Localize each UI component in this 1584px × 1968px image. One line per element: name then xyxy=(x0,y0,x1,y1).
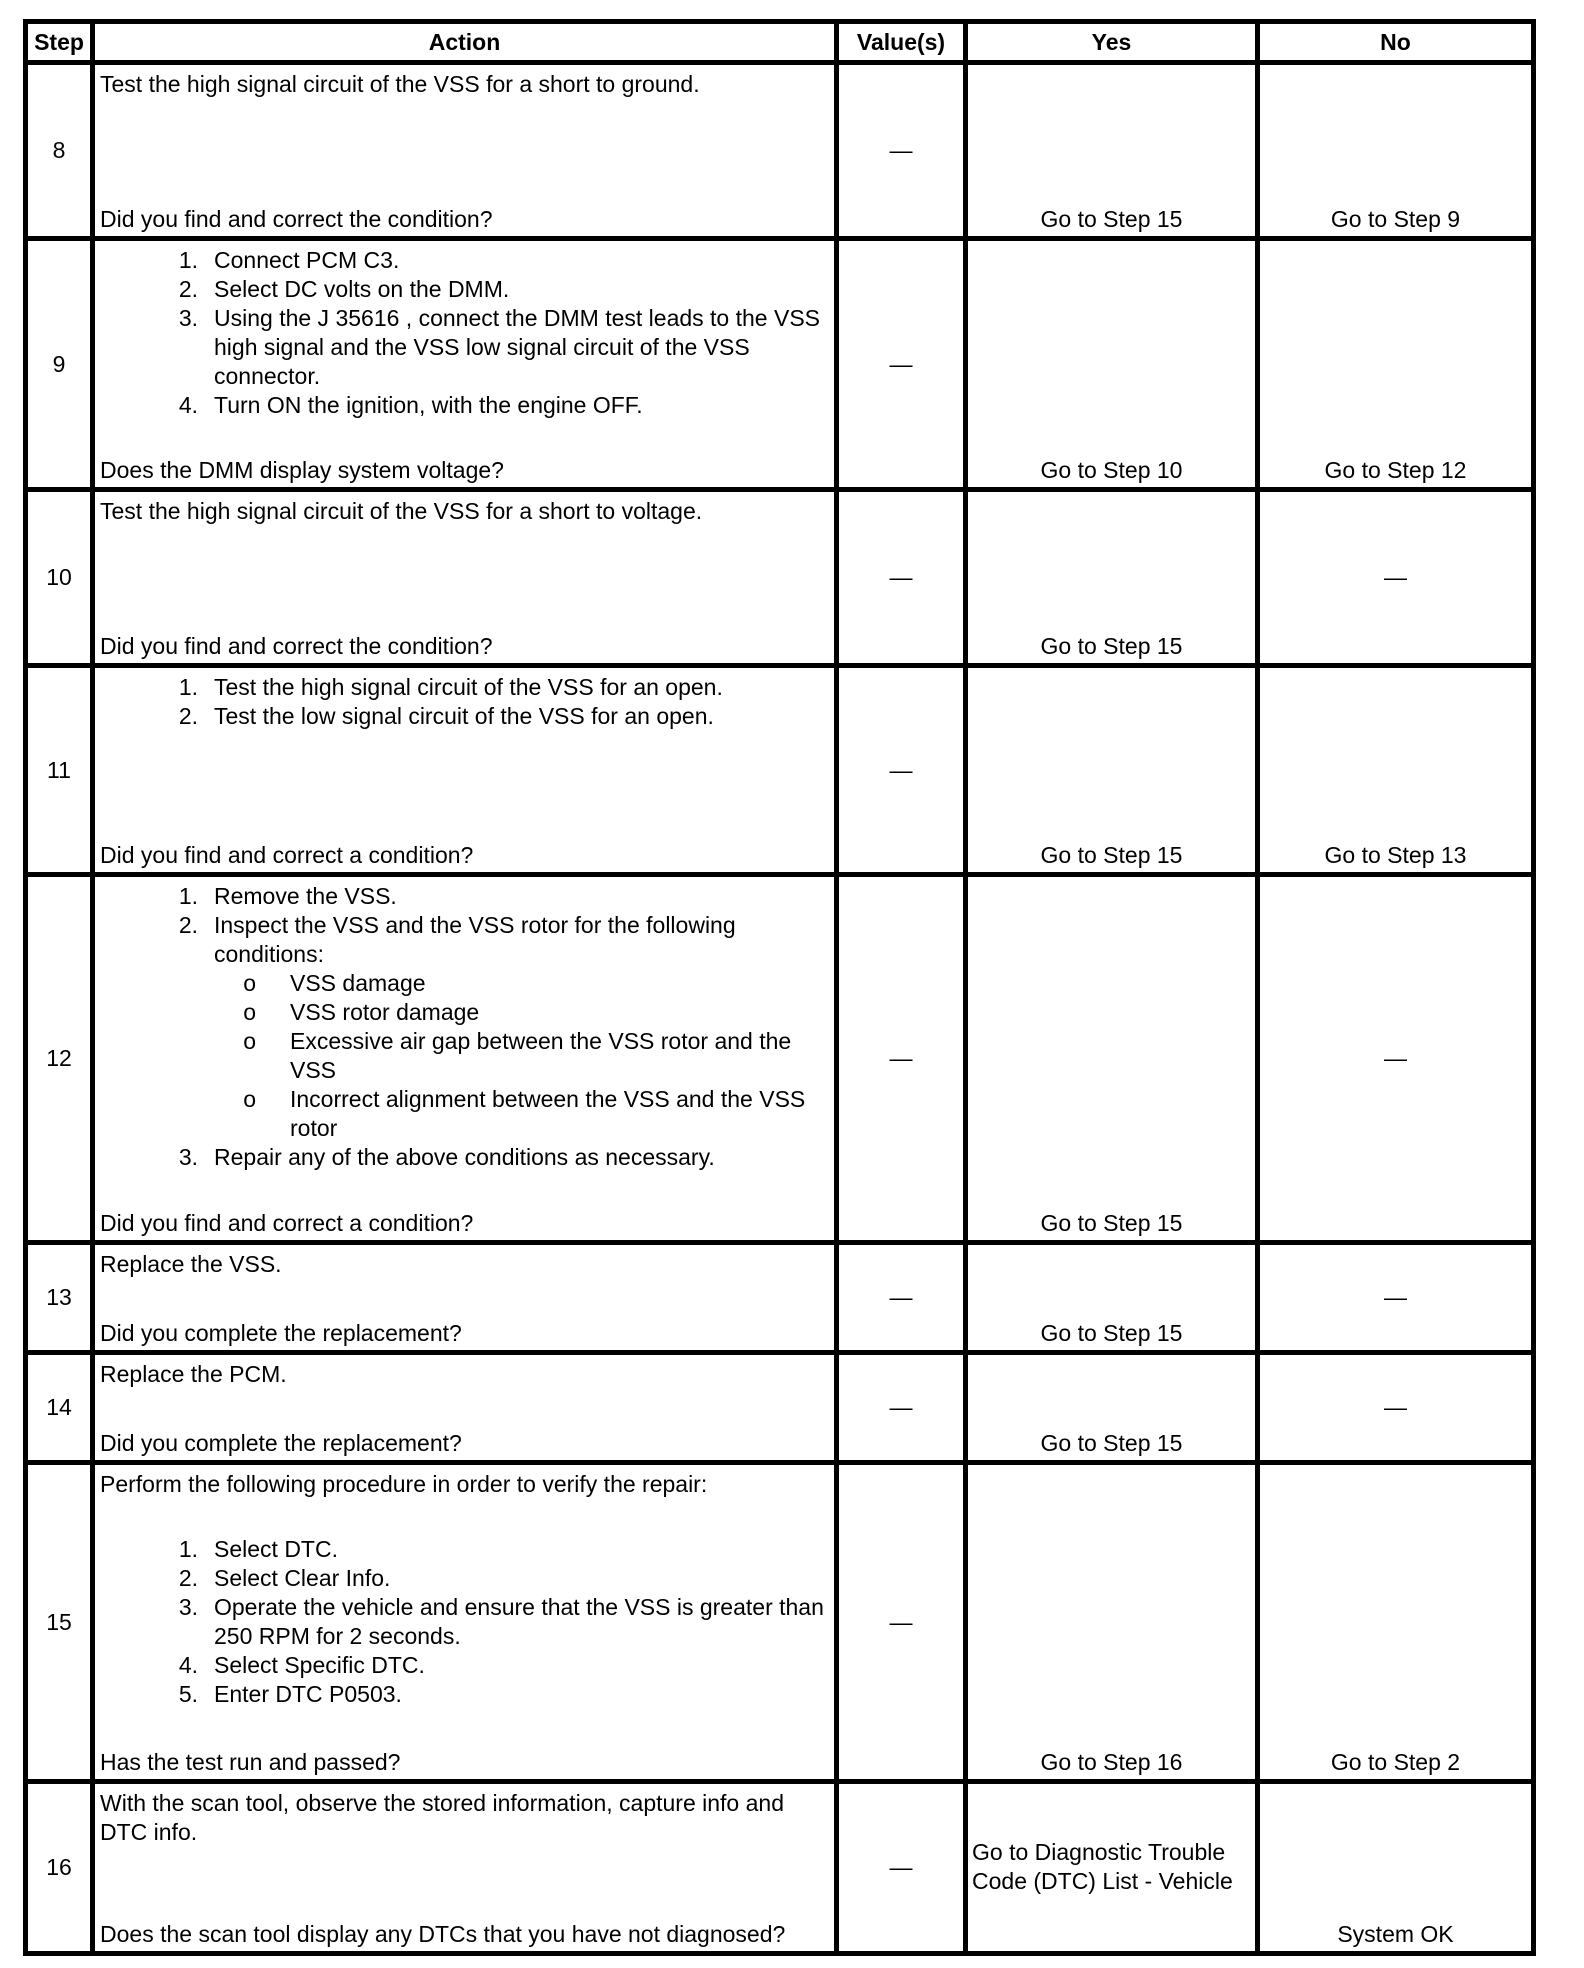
action-intro: Replace the PCM. xyxy=(100,1361,287,1387)
table-row xyxy=(26,239,1534,490)
action-intro: Test the high signal circuit of the VSS for a short to voltage. xyxy=(100,498,703,524)
list-item: 5. Enter DTC P0503. xyxy=(178,1681,402,1707)
action-cell xyxy=(93,239,837,490)
diagnostic-table xyxy=(23,19,1536,1956)
step-number: 14 xyxy=(26,1353,93,1463)
table-row xyxy=(26,1243,1534,1353)
no-cell: Go to Step 13 xyxy=(1258,666,1534,875)
list-item: 2. Test the low signal circuit of the VSS for an open. xyxy=(178,703,714,729)
list-item: o Excessive air gap between the VSS rotor and the VSS xyxy=(243,1028,792,1083)
yes-cell: Go to Step 15 xyxy=(966,666,1258,875)
procedure-list xyxy=(100,246,830,420)
value-cell: — xyxy=(837,490,966,666)
value-cell: — xyxy=(837,63,966,239)
action-cell xyxy=(93,875,837,1243)
header-no: No xyxy=(1258,22,1534,63)
list-item: o VSS damage xyxy=(243,970,426,996)
value-cell: — xyxy=(837,1782,966,1954)
step-number: 12 xyxy=(26,875,93,1243)
no-cell: — xyxy=(1258,1353,1534,1463)
condition-list xyxy=(116,969,830,1143)
action-question: Does the DMM display system voltage? xyxy=(100,457,504,483)
list-item: 1. Select DTC. xyxy=(178,1536,338,1562)
action-cell xyxy=(93,63,837,239)
list-item: 1. Remove the VSS. xyxy=(178,883,397,909)
action-cell xyxy=(93,1782,837,1954)
step-number: 10 xyxy=(26,490,93,666)
yes-cell: Go to Step 15 xyxy=(966,1243,1258,1353)
yes-cell: Go to Step 15 xyxy=(966,1353,1258,1463)
action-question: Did you find and correct a condition? xyxy=(100,1210,474,1236)
list-item: 3. Repair any of the above conditions as necessary. xyxy=(178,1144,715,1170)
value-cell: — xyxy=(837,1463,966,1782)
list-item: 3. Using the J 35616 , connect the DMM test leads to the VSS high signal and the VSS low signal circuit of the VSS connector. xyxy=(178,305,820,389)
action-question: Does the scan tool display any DTCs that you have not diagnosed? xyxy=(100,1921,786,1947)
action-question: Did you complete the replacement? xyxy=(100,1430,462,1456)
header-step: Step xyxy=(26,22,93,63)
procedure-list xyxy=(100,673,830,731)
procedure-list xyxy=(100,1535,830,1709)
action-cell xyxy=(93,1243,837,1353)
value-cell: — xyxy=(837,239,966,490)
list-item: 2. Select DC volts on the DMM. xyxy=(178,276,510,302)
no-cell: — xyxy=(1258,875,1534,1243)
list-item: 1. Test the high signal circuit of the VSS for an open. xyxy=(178,674,723,700)
procedure-list xyxy=(100,882,830,1172)
action-question: Did you find and correct the condition? xyxy=(100,633,493,659)
list-item: 1. Connect PCM C3. xyxy=(178,247,400,273)
table-row xyxy=(26,1463,1534,1782)
step-number: 13 xyxy=(26,1243,93,1353)
value-cell: — xyxy=(837,666,966,875)
table-row xyxy=(26,875,1534,1243)
action-cell xyxy=(93,490,837,666)
table-row xyxy=(26,490,1534,666)
no-cell: — xyxy=(1258,1243,1534,1353)
header-values: Value(s) xyxy=(837,22,966,63)
table-row xyxy=(26,666,1534,875)
header-action: Action xyxy=(93,22,837,63)
value-cell: — xyxy=(837,1353,966,1463)
step-number: 11 xyxy=(26,666,93,875)
yes-cell: Go to Step 16 xyxy=(966,1463,1258,1782)
step-number: 8 xyxy=(26,63,93,239)
list-item: 4. Turn ON the ignition, with the engine OFF. xyxy=(178,392,643,418)
action-question: Has the test run and passed? xyxy=(100,1749,401,1775)
no-cell: Go to Step 12 xyxy=(1258,239,1534,490)
action-cell xyxy=(93,666,837,875)
action-cell xyxy=(93,1353,837,1463)
yes-cell: Go to Diagnostic Trouble Code (DTC) List - Vehicle xyxy=(966,1782,1258,1954)
action-intro: Perform the following procedure in order to verify the repair: xyxy=(100,1471,708,1497)
no-cell: System OK xyxy=(1258,1782,1534,1954)
list-item: o Incorrect alignment between the VSS and the VSS rotor xyxy=(243,1086,806,1141)
table-row xyxy=(26,1353,1534,1463)
list-item: 3. Operate the vehicle and ensure that the VSS is greater than 250 RPM for 2 seconds. xyxy=(178,1594,824,1649)
step-number: 15 xyxy=(26,1463,93,1782)
action-intro: Test the high signal circuit of the VSS for a short to ground. xyxy=(100,71,700,97)
no-cell: Go to Step 2 xyxy=(1258,1463,1534,1782)
action-question: Did you find and correct a condition? xyxy=(100,842,474,868)
action-intro: Replace the VSS. xyxy=(100,1251,282,1277)
action-question: Did you complete the replacement? xyxy=(100,1320,462,1346)
list-item: 4. Select Specific DTC. xyxy=(178,1652,425,1678)
no-cell: — xyxy=(1258,490,1534,666)
step-number: 16 xyxy=(26,1782,93,1954)
action-cell xyxy=(93,1463,837,1782)
table-row xyxy=(26,1782,1534,1954)
action-intro: With the scan tool, observe the stored information, capture info and DTC info. xyxy=(100,1790,784,1845)
table-row xyxy=(26,63,1534,239)
header-row xyxy=(26,22,1534,63)
value-cell: — xyxy=(837,875,966,1243)
no-cell: Go to Step 9 xyxy=(1258,63,1534,239)
list-item: o VSS rotor damage xyxy=(243,999,480,1025)
action-question: Did you find and correct the condition? xyxy=(100,206,493,232)
yes-cell: Go to Step 15 xyxy=(966,875,1258,1243)
header-yes: Yes xyxy=(966,22,1258,63)
yes-cell: Go to Step 15 xyxy=(966,490,1258,666)
list-item: 2. Inspect the VSS and the VSS rotor for the following conditions: o VSS damage o VSS rotor damage o Excessive air gap between the VSS rotor and the VSS o Incorrect alignment between the VSS and the VSS rotor xyxy=(100,911,830,1143)
yes-cell: Go to Step 15 xyxy=(966,63,1258,239)
list-item: 2. Select Clear Info. xyxy=(178,1565,391,1591)
step-number: 9 xyxy=(26,239,93,490)
value-cell: — xyxy=(837,1243,966,1353)
yes-cell: Go to Step 10 xyxy=(966,239,1258,490)
